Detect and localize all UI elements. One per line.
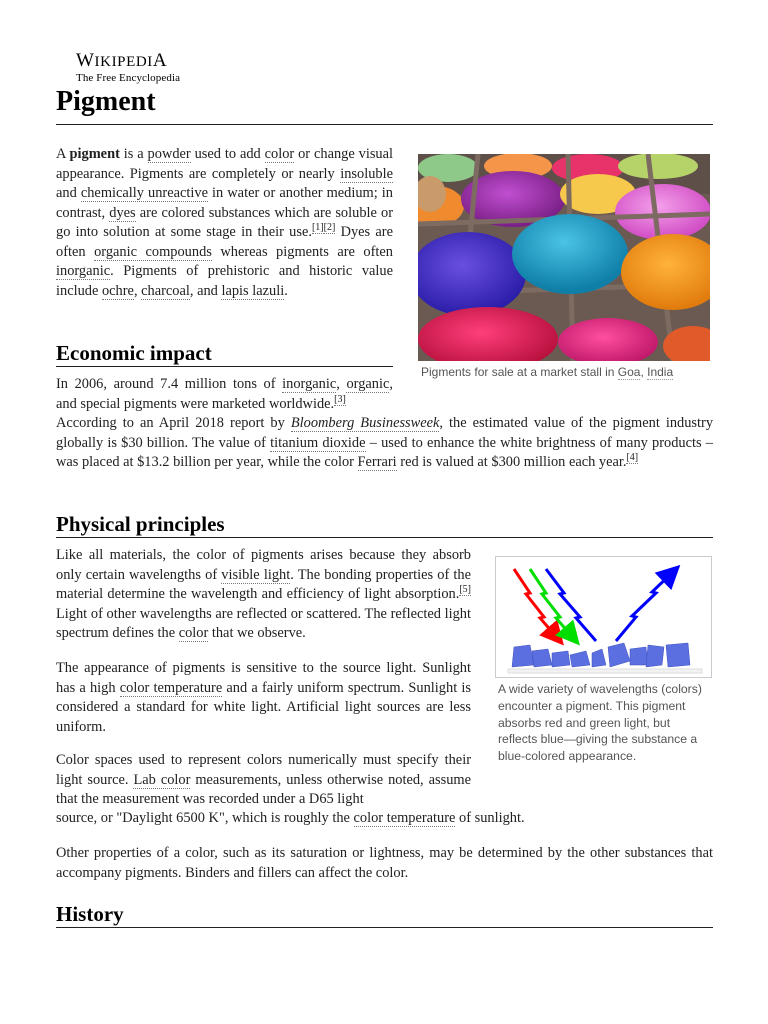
logo-tagline: The Free Encyclopedia [76, 72, 181, 84]
link-lapis-lazuli[interactable]: lapis lazuli [221, 282, 285, 299]
intro-paragraph: A pigment is a powder used to add color or change visual appearance. Pigments are completely or nearly insoluble and chemically unreactive in water or another medium; in contrast, dyes are colored substances which are soluble or go into solution at some stage in their use.[1][2] Dyes are often organic compounds whereas pigments are often inorganic. Pigments of prehistoric and historic value include ochre, charcoal, and lapis lazuli. [56, 146, 394, 299]
citation-5[interactable]: [5] [459, 584, 471, 596]
link-charcoal[interactable]: charcoal [141, 282, 190, 299]
citation-1[interactable]: [1] [311, 222, 324, 234]
link-organic-compounds[interactable]: organic compounds [94, 243, 212, 260]
term-pigment: pigment [69, 146, 120, 162]
citation-3[interactable]: [3] [334, 393, 346, 405]
link-ochre[interactable]: ochre [101, 282, 134, 299]
citation-4[interactable]: [4] [626, 452, 639, 464]
logo-wordmark: WIKIPEDIA [76, 50, 168, 71]
heading-physical-principles: Physical principles [56, 511, 713, 538]
link-powder[interactable]: powder [147, 146, 191, 162]
link-dyes[interactable]: dyes [109, 204, 136, 221]
link-titanium-dioxide[interactable]: titanium dioxide [270, 434, 366, 451]
link-color-2[interactable]: color [178, 625, 209, 641]
physical-paragraph-2: The appearance of pigments is sensitive to the source light. Sunlight has a high color temperature and a fairly uniform spectrum. Sunlight is considered a standard for white light. Artificial light sources are less uniform. [56, 660, 471, 735]
economic-paragraph-2: According to an April 2018 report by Bloomberg Businessweek, the estimated value of the pigment industry globally is $30 billion. The value of titanium dioxide – used to enhance the white brightness of many products – was placed at $13.2 billion per year, while the color Ferrari red is valued at $300 million each year.[4] [56, 415, 714, 470]
link-bloomberg-businessweek[interactable]: Bloomberg Businessweek [290, 415, 440, 431]
link-chemically-unreactive[interactable]: chemically unreactive [80, 185, 208, 201]
link-visible-light[interactable]: visible light [221, 566, 291, 583]
economic-paragraph-1: In 2006, around 7.4 million tons of inorganic, organic, and special pigments were marketed worldwide.[3] [56, 376, 393, 412]
heading-history: History [56, 901, 713, 928]
figure-pigment-market [418, 154, 710, 381]
page-title: Pigment [56, 84, 713, 125]
figure-caption-market: Pigments for sale at a market stall in Goa, India [421, 365, 674, 379]
physical-paragraph-1: Like all materials, the color of pigments arises because they absorb only certain wavelengths of visible light. The bonding properties of the material determine the wavelength and efficiency of light absorption.[5] Light of other wavelengths are reflected or scattered. The reflected light spectrum defines the color that we observe. [56, 547, 472, 641]
citation-2[interactable]: [2] [323, 222, 336, 234]
link-color-temperature[interactable]: color temperature [119, 679, 223, 696]
link-inorganic-2[interactable]: inorganic [282, 376, 337, 392]
link-color-temperature-2[interactable]: color temperature [353, 810, 456, 826]
link-color[interactable]: color [264, 146, 295, 162]
link-lab-color[interactable]: Lab color [133, 771, 191, 788]
physical-paragraph-3-end: source, or "Daylight 6500 K", which is roughly the color temperature of sunlight. [56, 810, 525, 826]
figure-reflection-diagram [495, 556, 710, 765]
link-goa[interactable]: Goa [617, 365, 641, 379]
pigment-market-photo[interactable] [418, 154, 710, 361]
light-reflection-diagram[interactable] [495, 556, 712, 678]
link-inorganic[interactable]: inorganic [56, 263, 111, 279]
link-insoluble[interactable]: insoluble [340, 165, 393, 182]
link-organic[interactable]: organic [346, 376, 390, 392]
link-ferrari[interactable]: Ferrari [357, 454, 397, 470]
physical-paragraph-4: Other properties of a color, such as its saturation or lightness, may be determined by the other substances that accompany pigments. Binders and fillers can affect the color. [56, 845, 713, 881]
figure-caption-reflection: A wide variety of wavelengths (colors) encounter a pigment. This pigment absorbs red and green light, but reflects blue—giving the substance a blue-colored appearance. [498, 682, 702, 764]
link-india[interactable]: India [647, 365, 674, 379]
physical-paragraph-3: Color spaces used to represent colors numerically must specify their light source. Lab color measurements, unless otherwise noted, assume that the measurement was recorded under a D65 light [56, 752, 471, 807]
heading-economic-impact: Economic impact [56, 340, 393, 367]
wikipedia-logo[interactable] [76, 52, 206, 85]
